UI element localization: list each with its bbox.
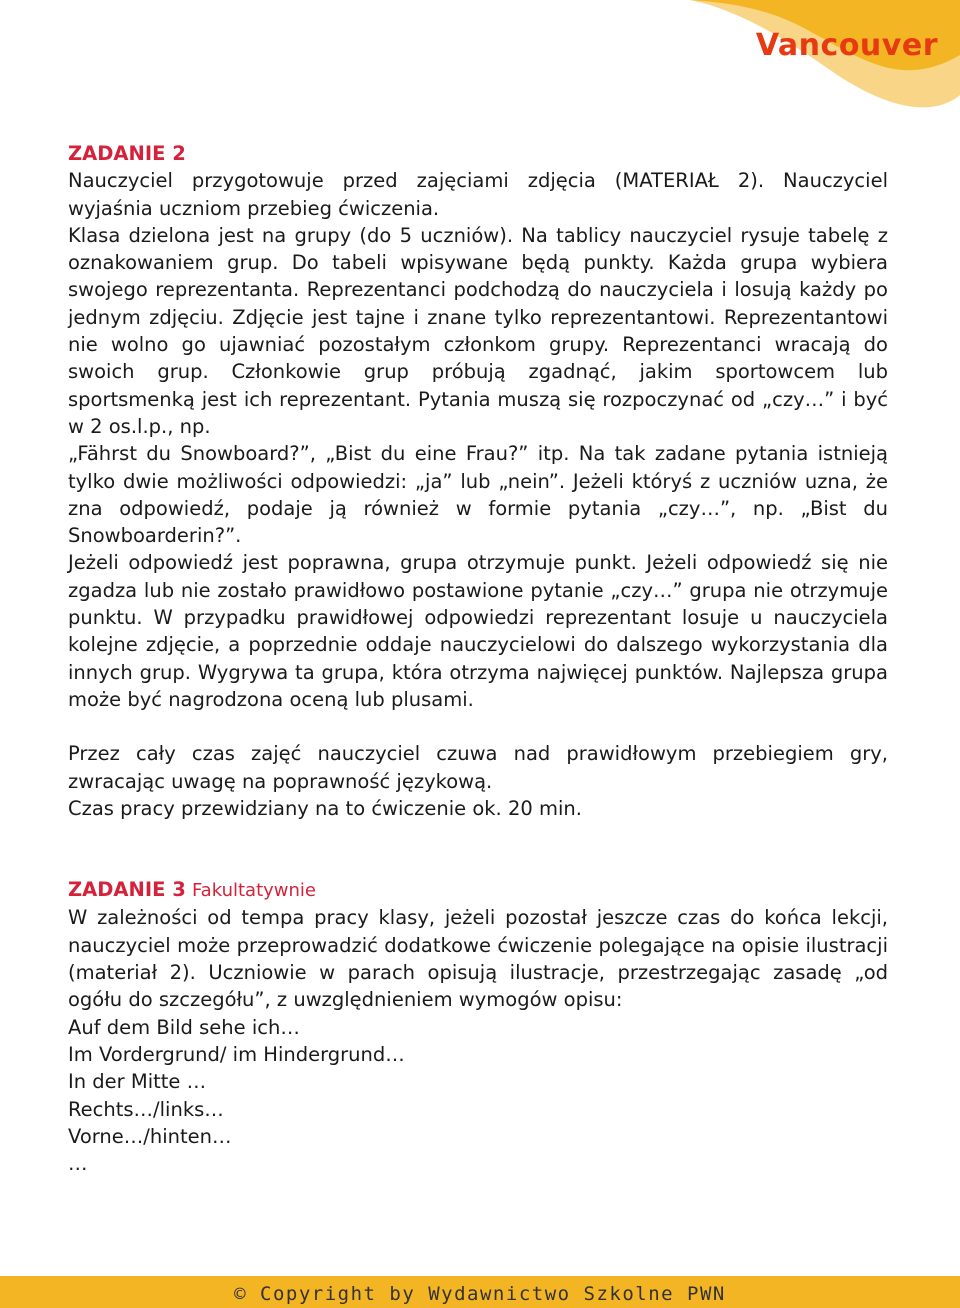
phrase-item: Rechts…/links… [68, 1097, 224, 1121]
task2-paragraph-3: „Fährst du Snowboard?”, „Bist du eine Frau?” itp. Na tak zadane pytania istnieją tylko dwie możliwości odpowiedzi: „ja” lub „nein”. Jeżeli któryś z uczniów uzna, że zna odpowiedź, podaje ją również w formie pytania „czy…”, np. „Bist du Snowboarderin?”. [68, 442, 888, 548]
spacer [68, 822, 888, 876]
task2-paragraph-1: Nauczyciel przygotowuje przed zajęciami zdjęcia (MATERIAŁ 2). Nauczyciel wyjaśnia uczniom przebieg ćwiczenia. [68, 169, 888, 220]
document-body [68, 140, 888, 1177]
copyright-text: © Copyright by Wydawnictwo Szkolne PWN [234, 1283, 726, 1305]
brand-title: Vancouver [755, 28, 938, 63]
task3-heading: ZADANIE 3 [68, 878, 186, 902]
phrase-list [68, 1014, 888, 1178]
spacer [68, 713, 888, 740]
phrase-item: Im Vordergrund/ im Hindergrund… [68, 1042, 405, 1066]
phrase-item: Vorne…/hinten… [68, 1124, 232, 1148]
task3-optional-label: Fakultatywnie [191, 880, 316, 902]
task3-intro: W zależności od tempa pracy klasy, jeżeli pozostał jeszcze czas do końca lekcji, nauczyciel może przeprowadzić dodatkowe ćwiczenie polegające na opisie ilustracji (materiał 2). Uczniowie w parach opisują ilustracje, przestrzegając zasadę „od ogółu do szczegółu”, z uwzględnieniem wymogów opisu: [68, 906, 888, 1012]
task2-heading: ZADANIE 2 [68, 142, 186, 165]
task2-paragraph-4: Jeżeli odpowiedź jest poprawna, grupa otrzymuje punkt. Jeżeli odpowiedź się nie zgadza lub nie zostało prawidłowo postawione pytanie „czy…” grupa nie otrzymuje punktu. W przypadku prawidłowej odpowiedzi reprezentant losuje u nauczyciela kolejne zdjęcie, a poprzednie oddaje nauczycielowi do dalszego wykorzystania dla innych grup. Wygrywa ta grupa, która otrzyma najwięcej punktów. Najlepsza grupa może być nagrodzona oceną lub plusami. [68, 551, 888, 711]
time-note: Czas pracy przewidziany na to ćwiczenie ok. 20 min. [68, 796, 582, 820]
task3-heading-line [68, 876, 888, 904]
phrase-item: Auf dem Bild sehe ich… [68, 1015, 300, 1039]
phrase-item: … [68, 1152, 88, 1176]
phrase-item: In der Mitte … [68, 1070, 207, 1094]
task2-paragraph-2: Klasa dzielona jest na grupy (do 5 uczniów). Na tablicy nauczyciel rysuje tabelę z oznakowaniem grup. Do tabeli wpisywane będą punkty. Każda grupa wybiera swojego reprezentanta. Reprezentanci podchodzą do nauczyciela i losują każdy po jednym zdjęciu. Zdjęcie jest tajne i znane tylko reprezentantowi. Reprezentantowi nie wolno go ujawniać pozostałym członkom grupy. Reprezentanci wracają do swoich grup. Członkowie grup próbują zgadnąć, jakim sportowcem lub sportsmenką jest ich reprezentant. Pytania muszą się rozpoczynać od „czy…” i być w 2 os.l.p., np. [68, 223, 888, 438]
supervision-paragraph: Przez cały czas zajęć nauczyciel czuwa nad prawidłowym przebiegiem gry, zwracając uwagę na poprawność językową. [68, 742, 888, 793]
header-banner [0, 0, 960, 120]
